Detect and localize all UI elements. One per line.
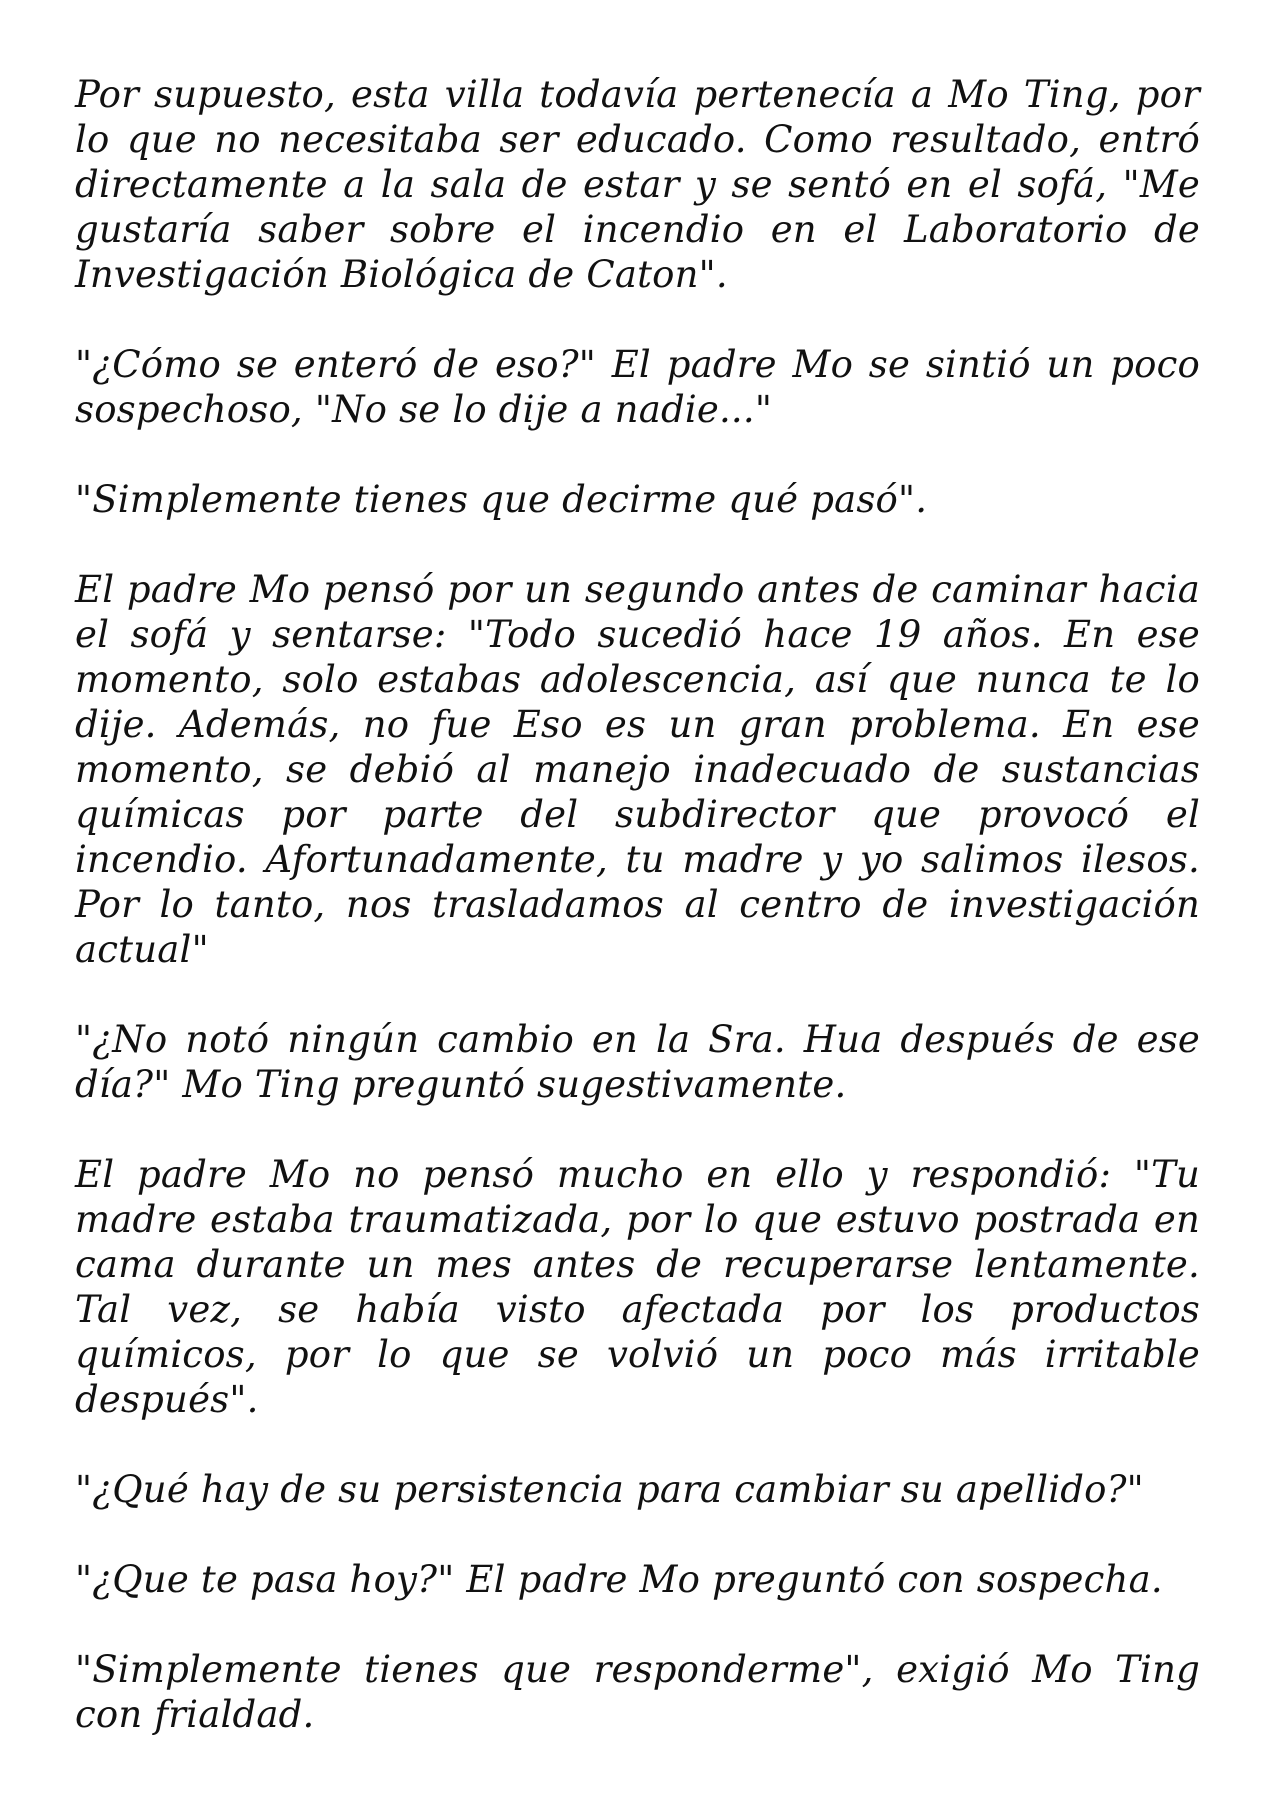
paragraph-5: "¿No notó ningún cambio en la Sra. Hua después de ese día?" Mo Ting preguntó sugestivamente. [75, 1018, 1200, 1106]
paragraph-7: "¿Qué hay de su persistencia para cambiar su apellido?" [75, 1468, 1144, 1511]
paragraph-1: Por supuesto, esta villa todavía pertenecía a Mo Ting, por lo que no necesitaba ser educado. Como resultado, entró directamente a la sala de estar y se sentó en el sofá, "Me gustaría saber sobre el incendio en el Laboratorio de Investigación Biológica de Caton". [75, 73, 1200, 296]
paragraph-3: "Simplemente tienes que decirme qué pasó". [75, 478, 928, 521]
document-page [75, 72, 1200, 1737]
paragraph-2: "¿Cómo se enteró de eso?" El padre Mo se sintió un poco sospechoso, "No se lo dije a nadie..." [75, 343, 1200, 431]
paragraph-6: El padre Mo no pensó mucho en ello y respondió: "Tu madre estaba traumatizada, por lo que estuvo postrada en cama durante un mes antes de recuperarse lentamente. Tal vez, se había visto afectada por los productos químicos, por lo que se volvió un poco más irritable después". [75, 1153, 1200, 1421]
paragraph-9: "Simplemente tienes que responderme", exigió Mo Ting con frialdad. [75, 1648, 1200, 1736]
paragraph-4: El padre Mo pensó por un segundo antes de caminar hacia el sofá y sentarse: "Todo sucedió hace 19 años. En ese momento, solo estabas adolescencia, así que nunca te lo dije. Además, no fue Eso es un gran problema. En ese momento, se debió al manejo inadecuado de sustancias químicas por parte del subdirector que provocó el incendio. Afortunadamente, tu madre y yo salimos ilesos. Por lo tanto, nos trasladamos al centro de investigación actual" [75, 568, 1200, 971]
paragraph-8: "¿Que te pasa hoy?" El padre Mo preguntó con sospecha. [75, 1558, 1163, 1601]
